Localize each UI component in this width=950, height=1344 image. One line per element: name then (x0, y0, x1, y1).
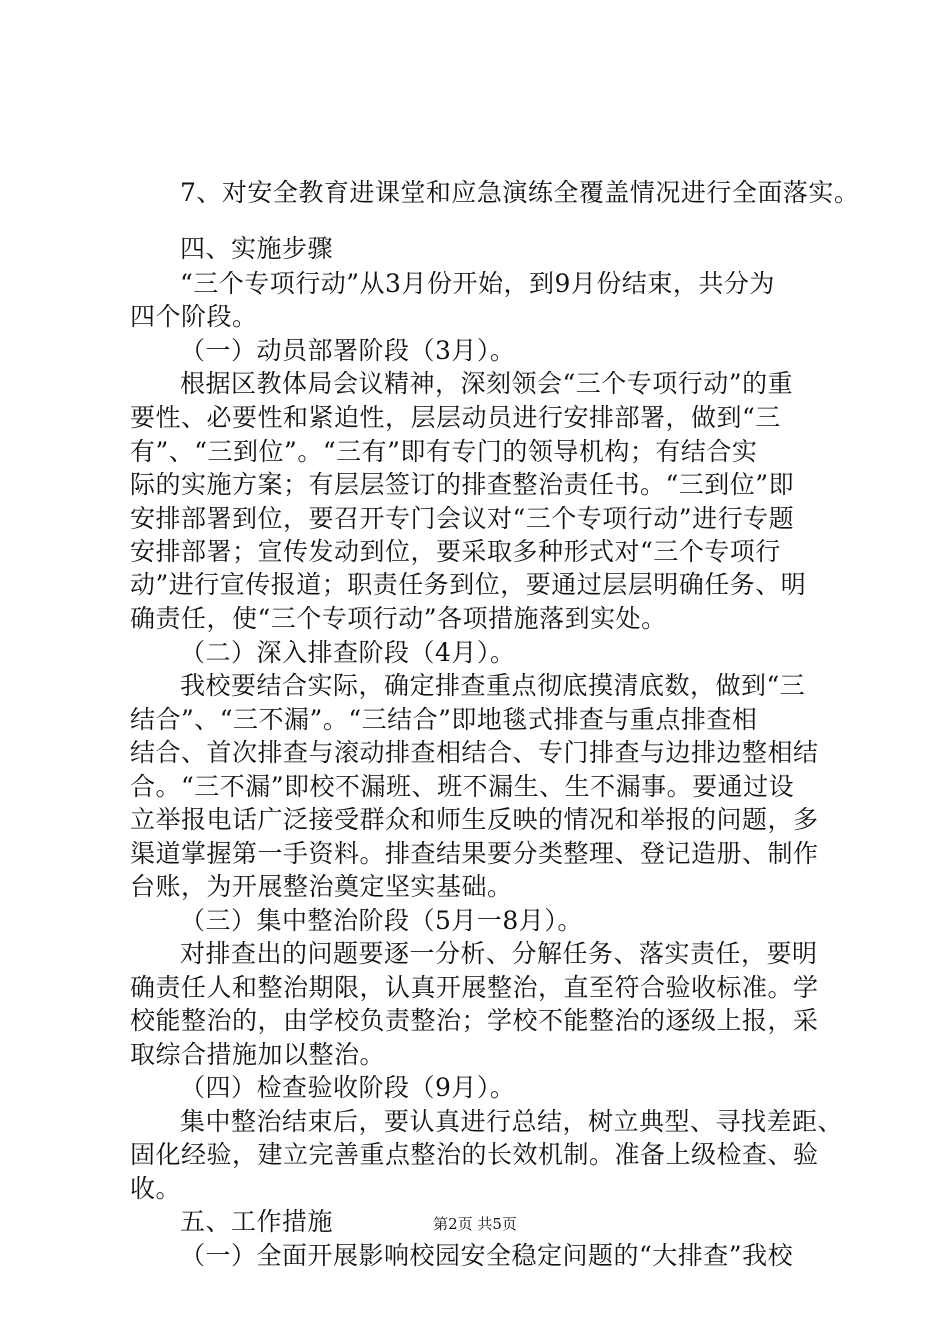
subsection-heading: （二）深入排查阶段（4月）。 (180, 638, 516, 667)
subsection-heading: （一）动员部署阶段（3月）。 (180, 336, 516, 365)
text-line: 立举报电话广泛接受群众和师生反映的情况和举报的问题，多 (130, 805, 819, 834)
text-line: 台账，为开展整治奠定坚实基础。 (130, 872, 513, 901)
text-line: “三个专项行动”从3月份开始，到9月份结束，共分为 (180, 269, 775, 298)
text-line: 确责任，使“三个专项行动”各项措施落到实处。 (130, 604, 667, 633)
text-line: 我校要结合实际，确定排查重点彻底摸清底数，做到“三 (180, 671, 806, 700)
text-line: 根据区教体局会议精神，深刻领会“三个专项行动”的重 (180, 369, 794, 398)
text-line: 7、对安全教育进课堂和应急演练全覆盖情况进行全面落实。 (180, 178, 860, 207)
subsection-heading: （一）全面开展影响校园安全稳定问题的“大排查”我校 (180, 1241, 794, 1270)
subsection-heading: （三）集中整治阶段（5月一8月）。 (180, 906, 583, 935)
text-line: 集中整治结束后，要认真进行总结，树立典型、寻找差距、 (180, 1107, 844, 1136)
text-line: 取综合措施加以整治。 (130, 1040, 386, 1069)
text-line: 结合”、“三不漏”。“三结合”即地毯式排查与重点排查相 (130, 705, 758, 734)
subsection-heading: （四）检查验收阶段（9月）。 (180, 1073, 516, 1102)
text-line: 固化经验，建立完善重点整治的长效机制。准备上级检查、验 (130, 1140, 819, 1169)
text-line: 收。 (130, 1174, 182, 1203)
section-heading: 五、工作措施 (180, 1207, 334, 1236)
text-line: 四个阶段。 (130, 302, 258, 331)
text-line: 合。“三不漏”即校不漏班、班不漏生、生不漏事。要通过设 (130, 772, 795, 801)
page-number: 第2页 共5页 (433, 1215, 517, 1233)
text-line: 际的实施方案；有层层签订的排查整治责任书。“三到位”即 (130, 470, 795, 499)
text-line: 安排部署；宣传发动到位，要采取多种形式对“三个专项行 (130, 537, 781, 566)
text-line: 校能整治的，由学校负责整治；学校不能整治的逐级上报，采 (130, 1006, 819, 1035)
text-line: 确责任人和整治期限，认真开展整治，直至符合验收标准。学 (130, 973, 819, 1002)
text-line: 安排部署到位，要召开专门会议对“三个专项行动”进行专题 (130, 504, 795, 533)
text-line: 有”、“三到位”。“三有”即有专门的领导机构；有结合实 (130, 437, 758, 466)
page-footer (0, 1214, 950, 1234)
section-heading: 四、实施步骤 (180, 234, 334, 263)
text-line: 动”进行宣传报道；职责任务到位，要通过层层明确任务、明 (130, 570, 807, 599)
text-line: 对排查出的问题要逐一分析、分解任务、落实责任，要明 (180, 939, 818, 968)
text-line: 结合、首次排查与滚动排查相结合、专门排查与边排边整相结 (130, 738, 819, 767)
text-line: 渠道掌握第一手资料。排查结果要分类整理、登记造册、制作 (130, 839, 819, 868)
text-line: 要性、必要性和紧迫性，层层动员进行安排部署，做到“三 (130, 403, 781, 432)
